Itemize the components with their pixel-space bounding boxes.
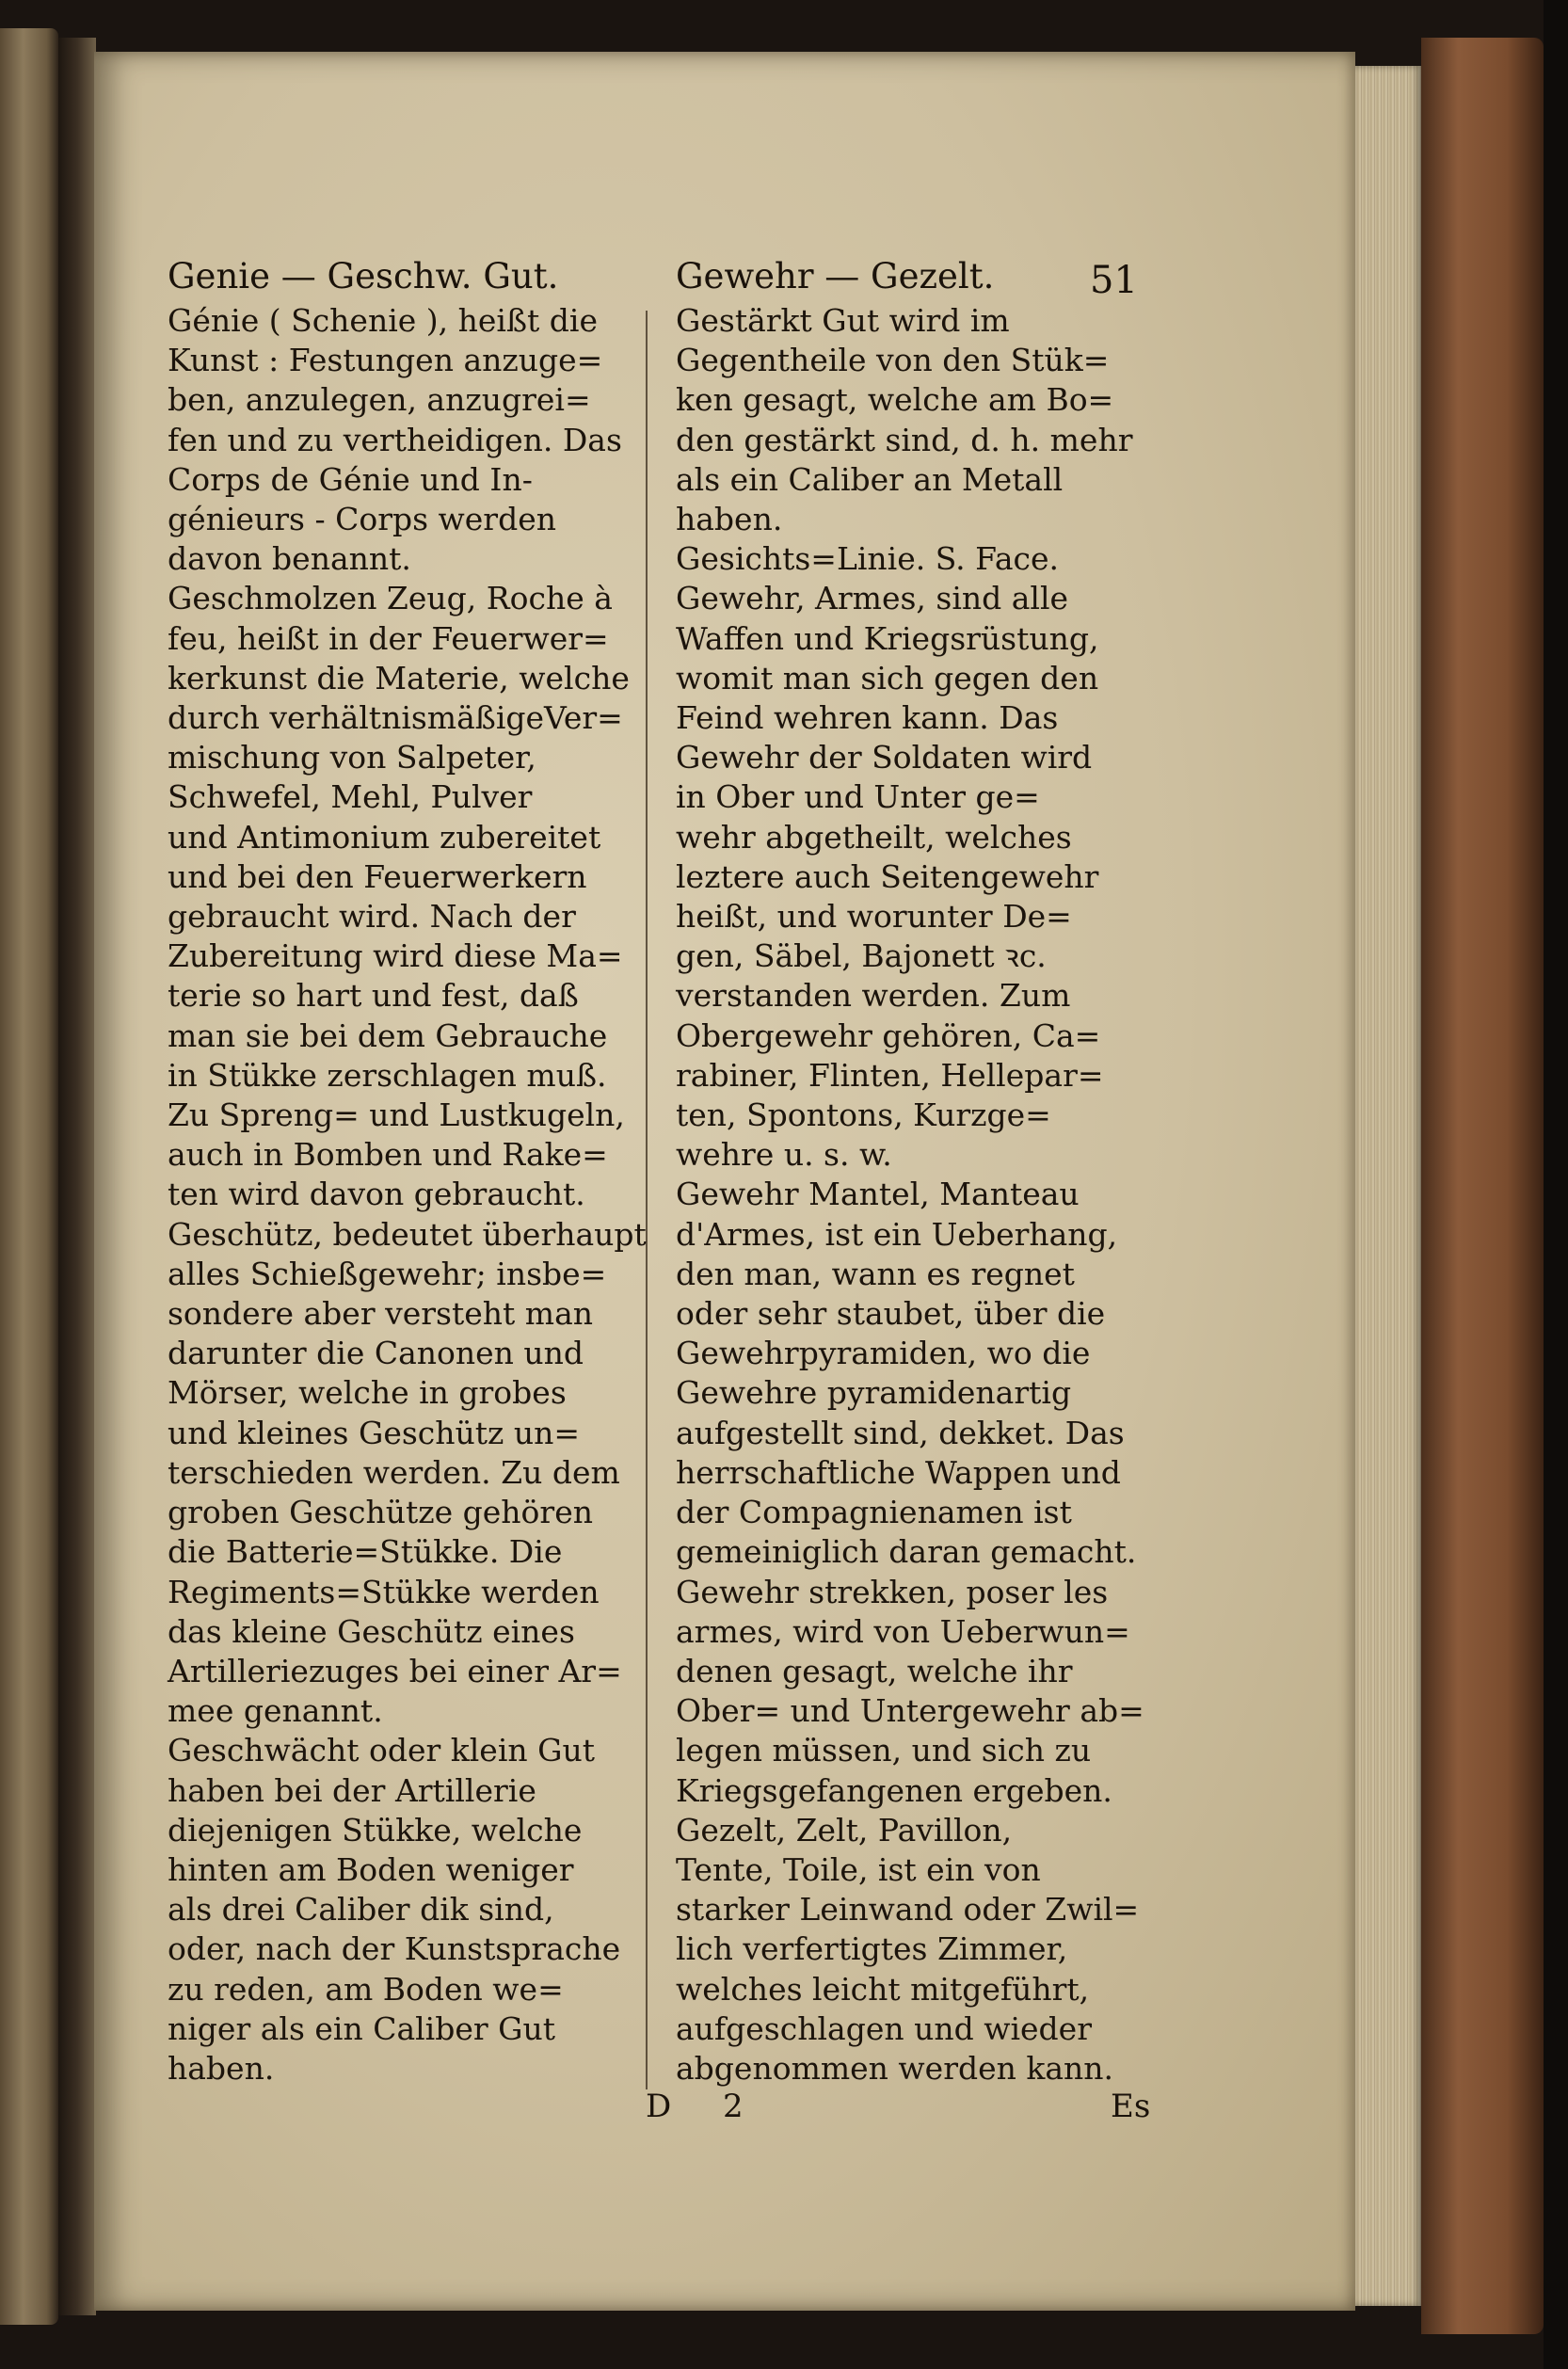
text-line: der Compagnienamen ist [676,1494,1072,1531]
text-line: aufgestellt sind, dekket. Das [676,1414,1125,1451]
text-line: armes, wird von Ueberwun= [676,1612,1130,1650]
text-line: Schwefel, Mehl, Pulver [168,778,533,816]
book-gutter [58,38,96,2315]
text-line: Tente, Toile, ist ein von [676,1850,1041,1888]
text-line: Feind wehren kann. Das [676,699,1059,737]
text-line: ben, anzulegen, anzugrei= [168,381,591,419]
text-line: legen müssen, und sich zu [676,1732,1092,1769]
text-line: lich verfertigtes Zimmer, [676,1930,1068,1968]
text-line: durch verhältnismäßigeVer= [168,699,623,737]
text-line: leztere auch Seitengewehr [676,857,1099,895]
text-line: gebraucht wird. Nach der [168,898,576,936]
running-head-left: Genie — Geschw. Gut. [168,256,559,296]
text-line: verstanden werden. Zum [676,977,1071,1015]
text-line: Artilleriezuges bei einer Ar= [168,1652,622,1689]
text-line: man sie bei dem Gebrauche [168,1016,608,1054]
text-line: Zu Spreng= und Lustkugeln, [168,1096,625,1134]
text-line: Waffen und Kriegsrüstung, [676,619,1099,657]
text-line: haben. [168,2049,275,2087]
text-line: Gewehr der Soldaten wird [676,739,1093,776]
text-line: Gewehre pyramidenartig [676,1374,1072,1412]
text-line: niger als ein Caliber Gut [168,2009,556,2047]
text-line: herrschaftliche Wappen und [676,1453,1121,1491]
text-line: Gezelt, Zelt, Pavillon, [676,1811,1013,1849]
text-line: alles Schießgewehr; insbe= [168,1255,607,1292]
text-line: das kleine Geschütz eines [168,1612,575,1650]
text-line: Kunst : Festungen anzuge= [168,342,603,379]
text-line: Kriegsgefangenen ergeben. [676,1771,1112,1809]
text-line: Ober= und Untergewehr ab= [676,1692,1144,1730]
left-column-text [168,301,647,2089]
text-line: starker Leinwand oder Zwil= [676,1891,1140,1929]
text-line: zu reden, am Boden we= [168,1970,564,2008]
text-line: denen gesagt, welche ihr [676,1652,1073,1689]
background-edge [1544,0,1568,2369]
text-line: ten wird davon gebraucht. [168,1176,585,1213]
text-line: als drei Caliber dik sind, [168,1891,554,1929]
text-line: den man, wann es regnet [676,1255,1075,1292]
text-line: als ein Caliber an Metall [676,460,1064,498]
book-cover [1421,38,1544,2334]
text-line: darunter die Canonen und [168,1335,584,1372]
text-line: mischung von Salpeter, [168,739,536,776]
text-line: heißt, und worunter De= [676,898,1072,936]
text-line: auch in Bomben und Rake= [168,1136,608,1174]
text-line: hinten am Boden weniger [168,1850,574,1888]
text-line: aufgeschlagen und wieder [676,2009,1092,2047]
text-line: und kleines Geschütz un= [168,1414,581,1451]
text-line: Geschmolzen Zeug, Roche à [168,580,613,617]
page-edges [1355,66,1421,2306]
text-line: Gestärkt Gut wird im [676,302,1010,339]
text-line: groben Geschütze gehören [168,1494,593,1531]
text-line: Génie ( Schenie ), heißt die [168,302,598,339]
signature-mark: D [646,2088,672,2125]
text-line: haben. [676,501,783,538]
page-number: 51 [1090,259,1138,302]
text-line: mee genannt. [168,1692,383,1730]
text-line: die Batterie=Stükke. Die [168,1533,563,1571]
text-line: diejenigen Stükke, welche [168,1811,583,1849]
text-line: oder sehr staubet, über die [676,1295,1106,1333]
text-line: Gewehrpyramiden, wo die [676,1335,1091,1372]
text-line: abgenommen werden kann. [676,2049,1114,2087]
text-line: kerkunst die Materie, welche [168,659,630,696]
text-line: terschieden werden. Zu dem [168,1453,620,1491]
text-line: welches leicht mitgeführt, [676,1970,1090,2008]
text-line: wehre u. s. w. [676,1136,892,1174]
text-line: feu, heißt in der Feuerwer= [168,619,609,657]
text-line: Zubereitung wird diese Ma= [168,937,623,975]
text-line: génieurs - Corps werden [168,501,556,538]
text-line: Gewehr, Armes, sind alle [676,580,1069,617]
left-page-edge [0,28,58,2325]
catchword: Es [1111,2088,1151,2125]
text-line: ten, Spontons, Kurzge= [676,1096,1051,1134]
text-line: sondere aber versteht man [168,1295,593,1333]
text-line: terie so hart und fest, daß [168,977,579,1015]
right-column-text [676,301,1144,2089]
text-line: Gesichts=Linie. S. Face. [676,540,1059,578]
text-line: Geschütz, bedeutet überhaupt [168,1215,647,1253]
text-line: den gestärkt sind, d. h. mehr [676,421,1133,458]
text-line: oder, nach der Kunstsprache [168,1930,621,1968]
text-line: womit man sich gegen den [676,659,1099,696]
text-line: wehr abgetheilt, welches [676,818,1072,856]
text-line: d'Armes, ist ein Ueberhang, [676,1215,1118,1253]
text-line: Regiments=Stükke werden [168,1573,600,1610]
text-line: haben bei der Artillerie [168,1771,536,1809]
text-line: und Antimonium zubereitet [168,818,601,856]
text-line: rabiner, Flinten, Hellepar= [676,1056,1104,1094]
text-line: Gewehr Mantel, Manteau [676,1176,1080,1213]
text-line: Gewehr strekken, poser les [676,1573,1109,1610]
text-line: Geschwächt oder klein Gut [168,1732,596,1769]
text-line: fen und zu vertheidigen. Das [168,421,622,458]
text-line: Gegentheile von den Stük= [676,342,1110,379]
text-line: ken gesagt, welche am Bo= [676,381,1114,419]
text-line: und bei den Feuerwerkern [168,857,587,895]
running-head-right: Gewehr — Gezelt. [676,256,995,296]
text-line: in Ober und Unter ge= [676,778,1040,816]
text-line: gen, Säbel, Bajonett ꝛc. [676,937,1047,975]
text-line: in Stükke zerschlagen muß. [168,1056,607,1094]
text-line: gemeiniglich daran gemacht. [676,1533,1137,1571]
text-line: Corps de Génie und In- [168,460,533,498]
text-line: davon benannt. [168,540,411,578]
text-line: Obergewehr gehören, Ca= [676,1016,1101,1054]
text-line: Mörser, welche in grobes [168,1374,567,1412]
signature-number: 2 [723,2088,744,2125]
